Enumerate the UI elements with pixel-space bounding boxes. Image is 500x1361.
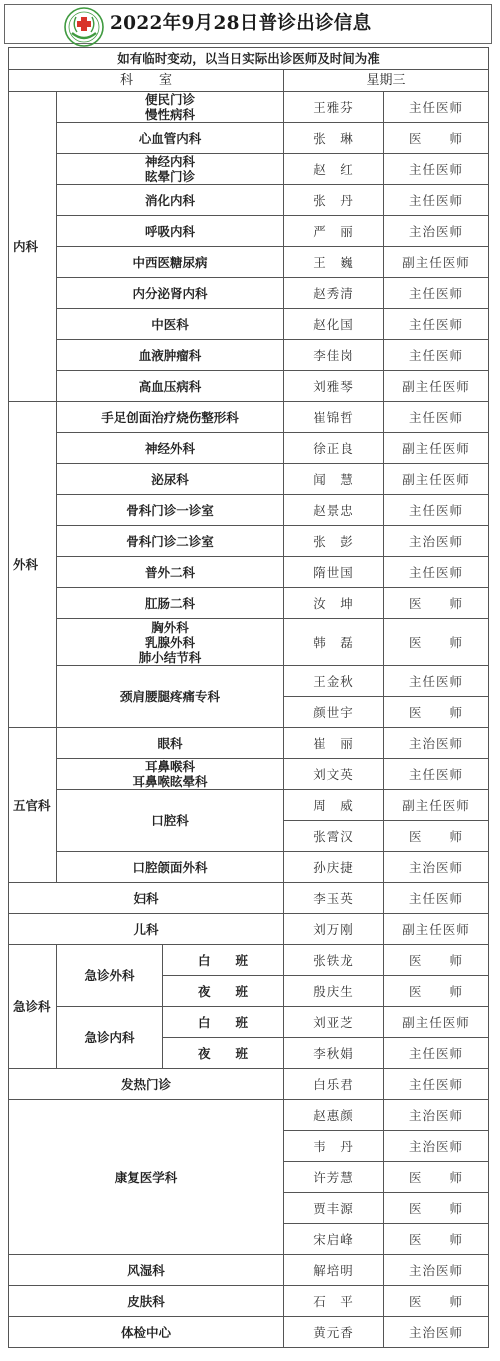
department-name-line: 血液肿瘤科 [138, 347, 202, 363]
category-jizhen: 急诊科 [9, 945, 57, 1069]
department-name-line: 呼吸内科 [144, 223, 195, 239]
department-cell: 妇科 [9, 883, 284, 914]
doctor-name: 周 威 [284, 790, 384, 821]
doctor-name: 刘万刚 [284, 914, 384, 945]
doctor-name: 赵 红 [284, 154, 384, 185]
doctor-title: 主治医师 [384, 526, 489, 557]
doctor-name: 赵惠颜 [284, 1100, 384, 1131]
department-name-line: 心血管内科 [138, 130, 202, 146]
department-cell [57, 154, 284, 185]
category-waike: 外科 [9, 402, 57, 728]
schedule-table [8, 47, 489, 1348]
department-cell: 口腔颌面外科 [57, 852, 284, 883]
department-name-line: 神经外科 [144, 440, 195, 456]
doctor-name: 张 彭 [284, 526, 384, 557]
doctor-name: 韩 磊 [284, 619, 384, 666]
department-name-line: 中医科 [151, 316, 189, 332]
doctor-title: 主治医师 [384, 1255, 489, 1286]
department-cell [57, 92, 284, 123]
table-row [9, 914, 489, 945]
doctor-title: 主治医师 [384, 216, 489, 247]
department-column-header: 科 室 [9, 70, 284, 92]
table-row [9, 526, 489, 557]
department-cell [57, 557, 284, 588]
table-row [9, 790, 489, 821]
doctor-title: 医 师 [384, 588, 489, 619]
department-cell [57, 309, 284, 340]
department-name-line: 骨科门诊二诊室 [126, 533, 214, 549]
shift-cell: 白 班 [163, 945, 284, 976]
department-cell [57, 526, 284, 557]
doctor-title: 主治医师 [384, 728, 489, 759]
doctor-title: 主任医师 [384, 759, 489, 790]
column-header-row [9, 70, 489, 92]
doctor-title: 主任医师 [384, 1069, 489, 1100]
doctor-title: 主任医师 [384, 340, 489, 371]
department-cell [57, 495, 284, 526]
department-name-line: 中西医糖尿病 [132, 254, 208, 270]
doctor-title: 医 师 [384, 123, 489, 154]
doctor-name: 崔锦哲 [284, 402, 384, 433]
table-row [9, 619, 489, 666]
department-cell [57, 340, 284, 371]
doctor-name: 韦 丹 [284, 1131, 384, 1162]
department-cell: 急诊内科 [57, 1007, 163, 1069]
shift-cell: 夜 班 [163, 976, 284, 1007]
doctor-title: 主任医师 [384, 309, 489, 340]
doctor-title: 医 师 [384, 1162, 489, 1193]
table-row [9, 433, 489, 464]
doctor-name: 张 琳 [284, 123, 384, 154]
department-cell [57, 371, 284, 402]
department-cell [57, 216, 284, 247]
doctor-title: 主治医师 [384, 852, 489, 883]
doctor-name: 白乐君 [284, 1069, 384, 1100]
department-cell [57, 278, 284, 309]
department-name-line: 乳腺外科 [144, 634, 195, 650]
table-row [9, 1286, 489, 1317]
doctor-name: 许芳慧 [284, 1162, 384, 1193]
department-cell [57, 588, 284, 619]
table-row [9, 557, 489, 588]
department-cell: 儿科 [9, 914, 284, 945]
table-row [9, 666, 489, 697]
table-row [9, 340, 489, 371]
department-name-line: 眩晕门诊 [144, 169, 195, 184]
department-cell: 口腔科 [57, 790, 284, 852]
doctor-name: 张铁龙 [284, 945, 384, 976]
doctor-name: 刘文英 [284, 759, 384, 790]
department-name-line: 肺小结节科 [138, 649, 202, 665]
table-row [9, 464, 489, 495]
doctor-name: 李玉英 [284, 883, 384, 914]
department-cell [57, 619, 284, 666]
doctor-title: 主任医师 [384, 883, 489, 914]
doctor-title: 医 师 [384, 1224, 489, 1255]
doctor-name: 石 平 [284, 1286, 384, 1317]
department-name-line: 骨科门诊一诊室 [126, 502, 214, 518]
doctor-name: 王 巍 [284, 247, 384, 278]
department-cell [57, 247, 284, 278]
doctor-title: 主任医师 [384, 495, 489, 526]
department-name-line: 胸外科 [151, 619, 189, 635]
doctor-title: 副主任医师 [384, 247, 489, 278]
table-row [9, 759, 489, 790]
doctor-title: 主任医师 [384, 666, 489, 697]
doctor-title: 医 师 [384, 1193, 489, 1224]
shift-cell: 白 班 [163, 1007, 284, 1038]
doctor-name: 赵景忠 [284, 495, 384, 526]
doctor-title: 医 师 [384, 945, 489, 976]
doctor-title: 医 师 [384, 821, 489, 852]
doctor-name: 赵化国 [284, 309, 384, 340]
department-name-line: 内分泌肾内科 [132, 285, 208, 301]
table-row [9, 247, 489, 278]
department-name-line: 慢性病科 [144, 107, 195, 122]
table-row [9, 278, 489, 309]
doctor-title: 主任医师 [384, 154, 489, 185]
doctor-name: 刘亚芝 [284, 1007, 384, 1038]
table-row [9, 154, 489, 185]
doctor-title: 副主任医师 [384, 914, 489, 945]
department-cell [57, 123, 284, 154]
doctor-title: 主任医师 [384, 1038, 489, 1069]
table-row [9, 588, 489, 619]
doctor-name: 张霄汉 [284, 821, 384, 852]
doctor-name: 徐正良 [284, 433, 384, 464]
doctor-title: 医 师 [384, 619, 489, 666]
table-row [9, 1007, 489, 1038]
doctor-name: 汝 坤 [284, 588, 384, 619]
table-row [9, 371, 489, 402]
department-cell [57, 728, 284, 759]
doctor-name: 刘雅琴 [284, 371, 384, 402]
department-name-line: 耳鼻喉眩晕科 [132, 774, 208, 789]
department-name-line: 消化内科 [144, 192, 195, 208]
doctor-title: 副主任医师 [384, 464, 489, 495]
department-cell [57, 185, 284, 216]
doctor-name: 解培明 [284, 1255, 384, 1286]
department-name-line: 神经内科 [144, 154, 195, 169]
department-name-line: 耳鼻喉科 [144, 759, 195, 774]
doctor-title: 主任医师 [384, 278, 489, 309]
doctor-name: 严 丽 [284, 216, 384, 247]
department-cell: 康复医学科 [9, 1100, 284, 1255]
doctor-name: 李秋娟 [284, 1038, 384, 1069]
day-column-header: 星期三 [284, 70, 489, 92]
department-name-line: 便民门诊 [144, 92, 195, 107]
shift-cell: 夜 班 [163, 1038, 284, 1069]
table-row [9, 945, 489, 976]
department-cell [57, 402, 284, 433]
doctor-title: 主任医师 [384, 557, 489, 588]
doctor-title: 主任医师 [384, 402, 489, 433]
department-cell [57, 464, 284, 495]
doctor-title: 副主任医师 [384, 790, 489, 821]
table-row [9, 1255, 489, 1286]
table-row [9, 216, 489, 247]
doctor-name: 殷庆生 [284, 976, 384, 1007]
department-cell: 风湿科 [9, 1255, 284, 1286]
notice-text: 如有临时变动，以当日实际出诊医师及时间为准 [9, 48, 489, 70]
department-cell: 体检中心 [9, 1317, 284, 1348]
doctor-title: 副主任医师 [384, 1007, 489, 1038]
department-cell: 颈肩腰腿疼痛专科 [57, 666, 284, 728]
department-cell: 急诊外科 [57, 945, 163, 1007]
doctor-title: 主任医师 [384, 92, 489, 123]
table-row [9, 123, 489, 154]
notice-row [9, 48, 489, 70]
doctor-name: 闻 慧 [284, 464, 384, 495]
department-name-line: 普外二科 [144, 564, 195, 580]
department-cell: 皮肤科 [9, 1286, 284, 1317]
table-row [9, 1100, 489, 1131]
doctor-title: 医 师 [384, 1286, 489, 1317]
doctor-name: 黄元香 [284, 1317, 384, 1348]
doctor-name: 颜世宇 [284, 697, 384, 728]
table-row [9, 402, 489, 433]
doctor-name: 崔 丽 [284, 728, 384, 759]
doctor-title: 主治医师 [384, 1131, 489, 1162]
table-row [9, 495, 489, 526]
department-name-line: 高血压病科 [138, 378, 202, 394]
category-neike: 内科 [9, 92, 57, 402]
doctor-title: 主治医师 [384, 1317, 489, 1348]
doctor-name: 王雅芬 [284, 92, 384, 123]
table-row [9, 1317, 489, 1348]
department-cell: 发热门诊 [9, 1069, 284, 1100]
table-row [9, 728, 489, 759]
table-row [9, 185, 489, 216]
doctor-title: 主任医师 [384, 185, 489, 216]
doctor-title: 主治医师 [384, 1100, 489, 1131]
doctor-name: 张 丹 [284, 185, 384, 216]
doctor-name: 李佳岗 [284, 340, 384, 371]
department-name-line: 手足创面治疗烧伤整形科 [101, 409, 239, 425]
doctor-title: 副主任医师 [384, 371, 489, 402]
table-row [9, 883, 489, 914]
table-row [9, 852, 489, 883]
category-wuguan: 五官科 [9, 728, 57, 883]
doctor-name: 赵秀清 [284, 278, 384, 309]
department-name-line: 泌尿科 [151, 471, 189, 487]
doctor-name: 王金秋 [284, 666, 384, 697]
table-row [9, 92, 489, 123]
department-name-line: 眼科 [157, 735, 183, 751]
doctor-name: 孙庆捷 [284, 852, 384, 883]
doctor-name: 贾丰源 [284, 1193, 384, 1224]
department-name-line: 肛肠二科 [144, 595, 195, 611]
doctor-title: 医 师 [384, 697, 489, 728]
department-cell [57, 759, 284, 790]
doctor-title: 副主任医师 [384, 433, 489, 464]
doctor-name: 隋世国 [284, 557, 384, 588]
table-row [9, 1069, 489, 1100]
table-row [9, 309, 489, 340]
doctor-name: 宋启峰 [284, 1224, 384, 1255]
doctor-title: 医 师 [384, 976, 489, 1007]
page-title: 2022年9月28日普诊出诊信息 [110, 13, 372, 34]
department-cell [57, 433, 284, 464]
hospital-logo-icon [62, 5, 106, 49]
